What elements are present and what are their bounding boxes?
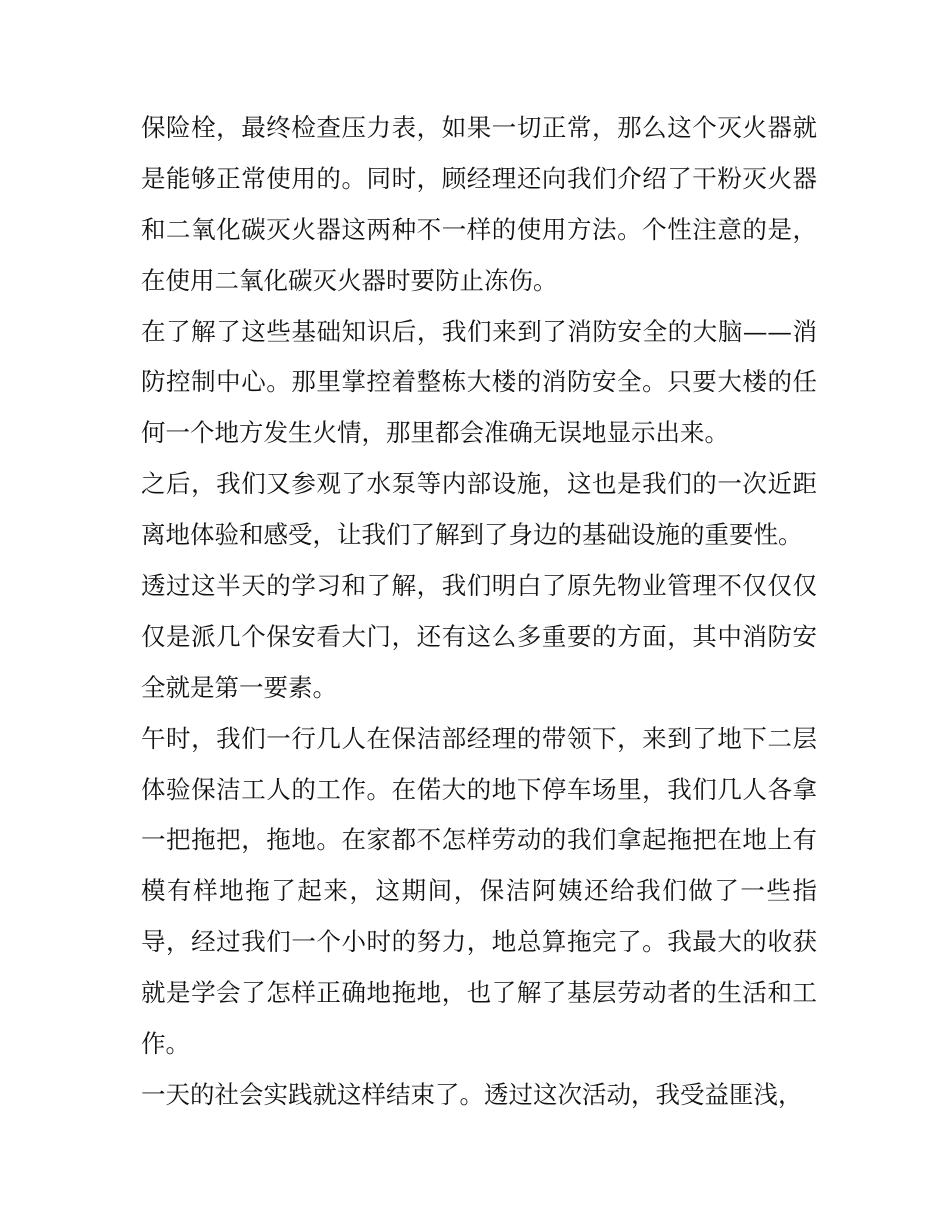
text-line: 就是学会了怎样正确地拖地，也了解了基层劳动者的生活和工 <box>141 978 817 1008</box>
text-line: 一天的社会实践就这样结束了。透过这次活动，我受益匪浅， <box>141 1079 803 1109</box>
text-line: 全就是第一要素。 <box>141 672 337 702</box>
paragraph <box>141 561 817 714</box>
text-line: 一把拖把，拖地。在家都不怎样劳动的我们拿起拖把在地上有 <box>141 825 817 855</box>
text-line: 之后，我们又参观了水泵等内部设施，这也是我们的一次近距 <box>141 469 817 499</box>
text-line: 体验保洁工人的工作。在偌大的地下停车场里，我们几人各拿 <box>141 774 817 804</box>
text-line: 午时，我们一行几人在保洁部经理的带领下，来到了地下二层 <box>141 723 817 753</box>
text-line: 作。 <box>141 1029 190 1059</box>
paragraph <box>141 307 817 460</box>
document-body <box>141 103 817 1121</box>
text-line: 在了解了这些基础知识后，我们来到了消防安全的大脑——消 <box>141 316 817 346</box>
text-line: 仅是派几个保安看大门，还有这么多重要的方面，其中消防安 <box>141 621 817 651</box>
text-line: 在使用二氧化碳灭火器时要防止冻伤。 <box>141 265 558 295</box>
paragraph <box>141 459 817 561</box>
text-line: 是能够正常使用的。同时，顾经理还向我们介绍了干粉灭火器 <box>141 163 817 193</box>
text-line: 防控制中心。那里掌控着整栋大楼的消防安全。只要大楼的任 <box>141 367 817 397</box>
text-line: 导，经过我们一个小时的努力，地总算拖完了。我最大的收获 <box>141 927 817 957</box>
paragraph <box>141 103 817 307</box>
text-line: 离地体验和感受，让我们了解到了身边的基础设施的重要性。 <box>141 520 803 550</box>
text-line: 保险栓，最终检查压力表，如果一切正常，那么这个灭火器就 <box>141 113 817 142</box>
text-line: 模有样地拖了起来，这期间，保洁阿姨还给我们做了一些指 <box>141 876 817 906</box>
text-line: 和二氧化碳灭火器这两种不一样的使用方法。个性注意的是， <box>141 214 817 244</box>
text-line: 何一个地方发生火情，那里都会准确无误地显示出来。 <box>141 418 729 448</box>
paragraph <box>141 714 817 1070</box>
text-line: 透过这半天的学习和了解，我们明白了原先物业管理不仅仅仅 <box>141 571 817 601</box>
paragraph <box>141 1070 817 1121</box>
